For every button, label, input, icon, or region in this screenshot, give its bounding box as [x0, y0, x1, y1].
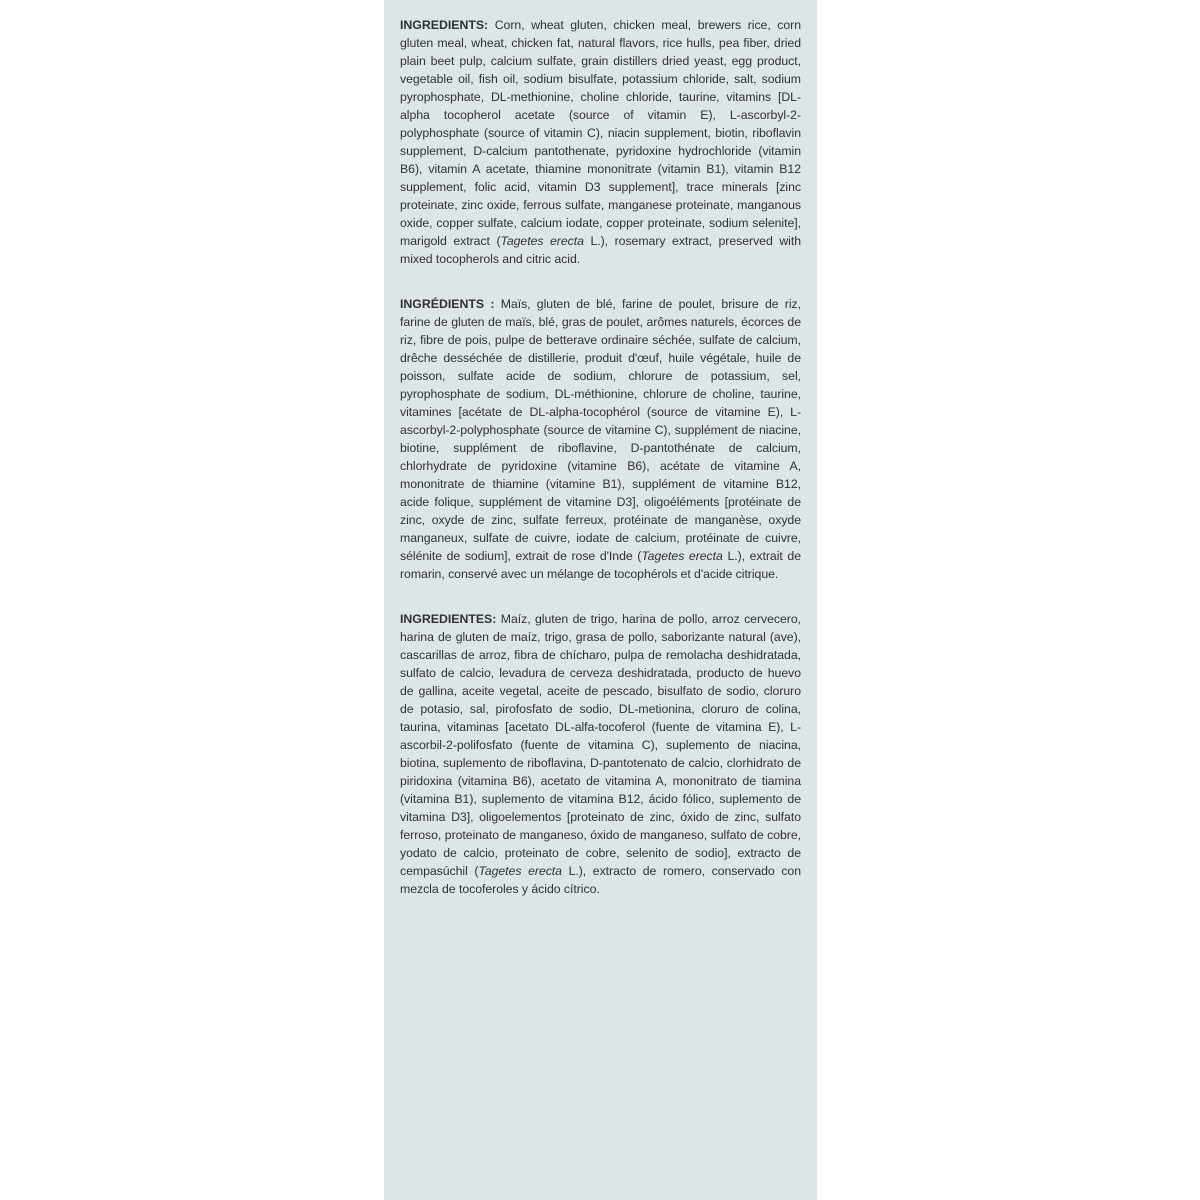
ingredients-french-text: Maïs, gluten de blé, farine de poulet, brisure de riz, farine de gluten de maïs, blé, gras de poulet, arômes naturels, écorces de riz, fibre de pois, pulpe de betterave ordinaire séchée, sulfate de calcium, drêche desséchée de distillerie, produit d'œuf, huile végétale, huile de poisson, sulfate acide de sodium, chlorure de potassium, sel, pyrophosphate de sodium, DL-méthionine, chlorure de choline, taurine, vitamines [acétate de DL-alpha-tocophérol (source de vitamine E), L-ascorbyl-2-polyphosphate (source de vitamine C), supplément de niacine, biotine, supplément de riboflavine, D-pantothénate de calcium, chlorhydrate de pyridoxine (vitamine B6), acétate de vitamine A, mononitrate de thiamine (vitamine B1), supplément de vitamine B12, acide folique, supplément de vitamine D3], oligoéléments [protéinate de zinc, oxyde de zinc, sulfate ferreux, protéinate de manganèse, oxyde manganeux, sulfate de cuivre, iodate de calcium, protéinate de cuivre, sélénite de sodium], extrait de rose d'Inde ( — [400, 297, 801, 563]
ingredients-english-species-name: Tagetes erecta — [500, 234, 584, 248]
ingredients-french-species-name: Tagetes erecta — [641, 549, 723, 563]
ingredients-french-heading: INGRÉDIENTS : — [400, 297, 495, 311]
ingredients-spanish — [400, 610, 801, 898]
ingredients-spanish-text: Maíz, gluten de trigo, harina de pollo, arroz cervecero, harina de gluten de maíz, trigo, grasa de pollo, saborizante natural (ave), cascarillas de arroz, fibra de chícharo, pulpa de remolacha deshidratada, sulfato de calcio, levadura de cerveza deshidratada, producto de huevo de gallina, aceite vegetal, aceite de pescado, bisulfato de sodio, cloruro de potasio, sal, pirofosfato de sodio, DL-metionina, cloruro de colina, taurina, vitaminas [acetato DL-alfa-tocoferol (fuente de vitamina E), L-ascorbil-2-polifosfato (fuente de vitamina C), suplemento de niacina, biotina, suplemento de riboflavina, D-pantotenato de calcio, clorhidrato de piridoxina (vitamina B6), acetato de vitamina A, mononitrato de tiamina (vitamina B1), suplemento de vitamina B12, ácido fólico, suplemento de vitamina D3], oligoelementos [proteinato de zinc, óxido de zinc, sulfato ferroso, proteinato de manganeso, óxido de manganeso, sulfato de cobre, yodato de calcio, proteinato de cobre, selenito de sodio], extracto de cempasúchil ( — [400, 612, 801, 878]
ingredients-label-panel — [384, 0, 817, 1200]
ingredients-french — [400, 295, 801, 583]
ingredients-english-heading: INGREDIENTS: — [400, 18, 489, 32]
ingredients-english-text: Corn, wheat gluten, chicken meal, brewers rice, corn gluten meal, wheat, chicken fat, natural flavors, rice hulls, pea fiber, dried plain beet pulp, calcium sulfate, grain distillers dried yeast, egg product, vegetable oil, fish oil, sodium bisulfate, potassium chloride, salt, sodium pyrophosphate, DL-methionine, choline chloride, taurine, vitamins [DL-alpha tocopherol acetate (source of vitamin E), L-ascorbyl-2-polyphosphate (source of vitamin C), niacin supplement, biotin, riboflavin supplement, D-calcium pantothenate, pyridoxine hydrochloride (vitamin B6), vitamin A acetate, thiamine mononitrate (vitamin B1), vitamin B12 supplement, folic acid, vitamin D3 supplement], trace minerals [zinc proteinate, zinc oxide, ferrous sulfate, manganese proteinate, manganous oxide, copper sulfate, calcium iodate, copper proteinate, sodium selenite], marigold extract ( — [400, 18, 801, 248]
ingredients-french-text-end: L.), extrait de romarin, conservé avec un mélange de tocophérols et d'acide citrique. — [400, 549, 801, 581]
ingredients-spanish-species-name: Tagetes erecta — [478, 864, 562, 878]
ingredients-english-text-end: L.), rosemary extract, preserved with mixed tocopherols and citric acid. — [400, 234, 801, 266]
ingredients-spanish-text-end: L.), extracto de romero, conservado con mezcla de tocoferoles y ácido cítrico. — [400, 864, 801, 896]
ingredients-english — [400, 16, 801, 268]
ingredients-spanish-heading: INGREDIENTES: — [400, 612, 497, 626]
